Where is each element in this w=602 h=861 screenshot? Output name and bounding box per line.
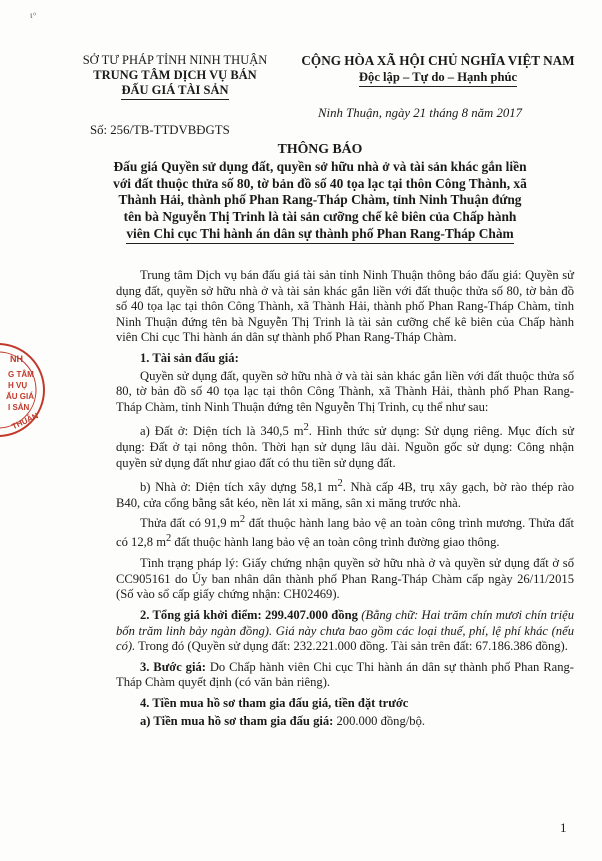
land-area-text: a) Đất ở: Diện tích là 340,5 m	[140, 424, 304, 439]
document-reference: Số: 256/TB-TTDVBĐGTS	[90, 123, 230, 137]
national-motto	[288, 53, 588, 87]
house-structure-text: . Nhà cấp 4B, trụ xây gạch, bờ rào thép rào B40, cửa cổng bằng sắt kéo, nền lát xi măng, sân xi măng trước nhà.	[116, 480, 574, 511]
seal-text: H VỤ	[8, 381, 28, 390]
seal-text: NH	[10, 354, 23, 364]
seal-text: G TÂM	[8, 370, 34, 379]
issuer-ministry: SỞ TƯ PHÁP TỈNH NINH THUẬN	[82, 53, 268, 67]
seal-text: ẤU GIÁ	[6, 392, 34, 401]
intro-paragraph: Trung tâm Dịch vụ bán đấu giá tài sản tỉnh Ninh Thuận thông báo đấu giá: Quyền sử dụng đất, quyền sở hữu nhà ở và tài sản khác gắn liền với đất thuộc thửa số 80, tờ bản đồ số 40 tọa lạc tại thôn Công Thành, xã Thành Hải, thành phố Phan Rang-Tháp Chàm, tỉnh Ninh Thuận đứng tên bà Nguyễn Thị Trinh là tài sản cưỡng chế kê biên của Chấp hành viên Chi cục Thi hành án dân sự thành phố Phan Rang-Tháp Chàm.	[116, 268, 574, 345]
land-note-text: đất thuộc hành lang bảo vệ an toàn công trình mương. Thửa đất có 12,8 m	[116, 515, 574, 550]
price-step-heading: 3. Bước giá:	[140, 659, 206, 674]
seal-text: THUẬN	[10, 411, 40, 432]
page-number: 1	[560, 820, 567, 835]
starting-price-heading: 2. Tổng giá khởi điểm: 299.407.000 đồng	[140, 608, 358, 623]
land-note-text: đất thuộc hành lang bảo vệ an toàn công trình đường giao thông.	[171, 535, 500, 550]
national-motto-line: Độc lập – Tự do – Hạnh phúc	[359, 69, 517, 87]
house-area-text: b) Nhà ở: Diện tích xây dựng 58,1 m	[140, 480, 338, 495]
superscript: 2	[303, 422, 309, 434]
section-4a-paragraph	[116, 714, 574, 730]
land-note-paragraph	[116, 512, 574, 552]
section-3-paragraph	[116, 660, 574, 691]
corner-mark: ι ͦ	[30, 10, 35, 20]
subtitle-line: viên Chi cục Thi hành án dân sự thành phố Phan Rang-Tháp Chàm	[126, 226, 513, 244]
superscript: 2	[337, 478, 343, 490]
legal-status-paragraph: Tình trạng pháp lý: Giấy chứng nhận quyền sở hữu nhà ở và quyền sử dụng đất ở số CC905161 do Ủy ban nhân dân thành phố Phan Rang-Tháp Chàm cấp ngày 26/11/2015 (Số vào sổ cấp giấy chứng nhận: CH02469).	[116, 556, 574, 602]
document-title: THÔNG BÁO	[277, 141, 363, 156]
national-title: CỘNG HÒA XÃ HỘI CHỦ NGHĨA VIỆT NAM	[301, 53, 575, 68]
issuer-center-line2: ĐẤU GIÁ TÀI SẢN	[121, 83, 228, 100]
land-detail-paragraph	[116, 420, 574, 471]
price-step-text: Do Chấp hành viên Chi cục Thi hành án dân sự thành phố Phan Rang-Tháp Chàm quyết định (có văn bản riêng).	[116, 659, 574, 690]
document-subtitle	[44, 159, 596, 244]
section-4-heading: 4. Tiền mua hồ sơ tham gia đấu giá, tiền đặt trước	[140, 696, 409, 710]
subtitle-line: tên bà Nguyễn Thị Trinh là tài sản cưỡng chế kê biên của Chấp hành	[123, 209, 517, 225]
red-seal-stamp	[0, 340, 48, 440]
section-2-paragraph	[116, 608, 574, 655]
dossier-fee-label: a) Tiền mua hồ sơ tham gia đấu giá:	[140, 713, 334, 728]
superscript: 2	[239, 513, 246, 525]
dossier-fee-value: 200.000 đồng/bộ.	[333, 713, 426, 728]
starting-price-detail: Trong đó (Quyền sử dụng đất: 232.221.000 đồng. Tài sản trên đất: 67.186.386 đồng).	[135, 639, 568, 654]
subtitle-line: với đất thuộc thửa số 80, tờ bản đồ số 40 tọa lạc tại thôn Công Thành, xã	[113, 175, 527, 191]
issuer-header	[80, 53, 270, 100]
superscript: 2	[166, 533, 172, 545]
section-1-description: Quyền sử dụng đất, quyền sở hữu nhà ở và tài sản khác gắn liền với đất thuộc thửa số 80, tờ bản đồ số 40 tọa lạc tại thôn Công Thành, xã Thành Hải, thành phố Phan Rang-Tháp Chàm, tỉnh Ninh Thuận đứng tên Nguyễn Thị Trinh, cụ thể như sau:	[116, 368, 574, 414]
subtitle-line: Thành Hải, thành phố Phan Rang-Tháp Chàm, tỉnh Ninh Thuận đứng	[118, 192, 522, 208]
seal-text: I SẢN	[8, 403, 30, 412]
document-body	[116, 268, 574, 729]
section-1-heading: 1. Tài sản đấu giá:	[140, 350, 239, 365]
document-date: Ninh Thuận, ngày 21 tháng 8 năm 2017	[318, 106, 523, 120]
land-note-text: Thửa đất có 91,9 m	[140, 515, 240, 530]
land-usage-text: . Hình thức sử dụng: Sử dụng riêng. Mục đích sử dụng: Đất ở tại nông thôn. Thời hạn sử dụng lâu dài. Nguồn gốc sử dụng: Công nhận quyền sử dụng đất như giao đất có thu tiền sử dụng đất.	[116, 424, 575, 470]
subtitle-line: Đấu giá Quyền sử dụng đất, quyền sở hữu nhà ở và tài sản khác gắn liền	[113, 159, 527, 174]
starting-price-words: (Bằng chữ: Hai trăm chín mươi chín triệu bốn trăm linh bảy ngàn đồng). Giá này chưa bao gồm các loại thuế, phí, lệ phí khác (nếu có).	[116, 608, 574, 654]
issuer-center-line1: TRUNG TÂM DỊCH VỤ BÁN	[93, 68, 257, 82]
house-detail-paragraph	[116, 476, 574, 511]
